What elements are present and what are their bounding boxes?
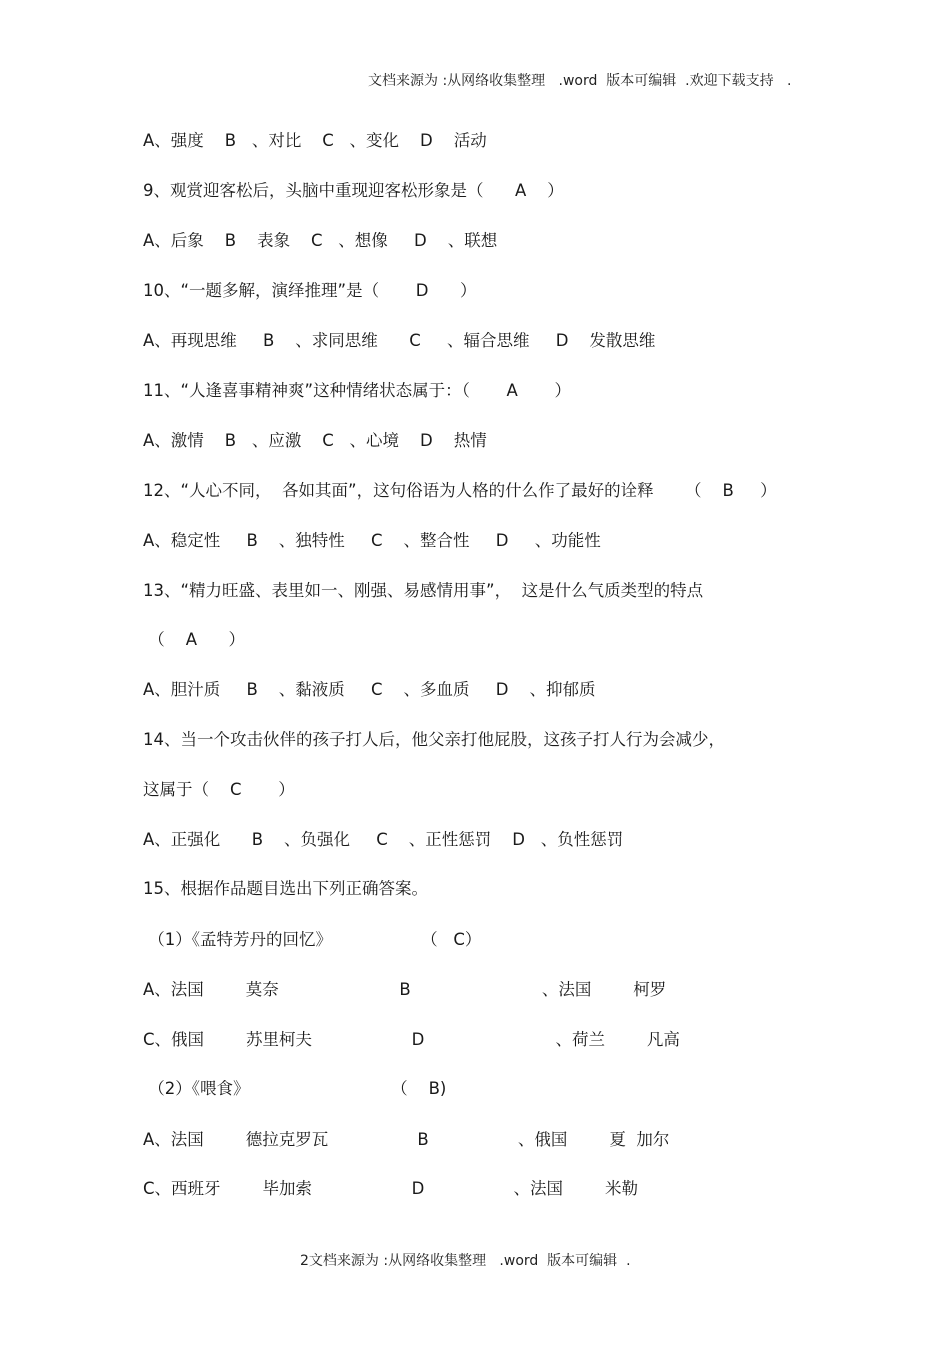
q13-question: 13、“精力旺盛、表里如一、刚强、易感情用事”， 这是什么气质类型的特点 <box>143 581 704 600</box>
q12-question: 12、“人心不同， 各如其面”，这句俗语为人格的什么作了最好的诠释 （ B ） <box>143 481 777 500</box>
q15-sub1-options-a: A、法国 莫奈 B 、法国 柯罗 <box>143 980 667 999</box>
q10-options: A、再现思维 B 、求同思维 C 、辐合思维 D 发散思维 <box>143 331 656 350</box>
q13-options: A、胆汁质 B 、黏液质 C 、多血质 D 、抑郁质 <box>143 680 596 699</box>
q15-sub2-options-a: A、法国 德拉克罗瓦 B 、俄国 夏 加尔 <box>143 1130 670 1149</box>
q14-question: 14、当一个攻击伙伴的孩子打人后，他父亲打他屁股，这孩子打人行为会减少， <box>143 730 725 749</box>
page-header: 文档来源为 :从网络收集整理 .word 版本可编辑 .欢迎下载支持 . <box>368 73 792 89</box>
q11-question: 11、“人逢喜事精神爽”这种情绪状态属于：（ A ） <box>143 381 572 400</box>
q10-question: 10、“一题多解，演绎推理”是（ D ） <box>143 281 477 300</box>
q15-sub2: （2）《喂食》 （ B) <box>143 1079 447 1098</box>
q11-options: A、激情 B 、应激 C 、心境 D 热情 <box>143 431 487 450</box>
q14-question-cont: 这属于（ C ） <box>143 780 295 799</box>
q15-sub1: （1）《孟特芳丹的回忆》 （ C） <box>143 930 482 949</box>
q12-options: A、稳定性 B 、独特性 C 、整合性 D 、功能性 <box>143 531 601 550</box>
q14-options: A、正强化 B 、负强化 C 、正性惩罚 D 、负性惩罚 <box>143 830 624 849</box>
q8-options: A、强度 B 、对比 C 、变化 D 活动 <box>143 131 487 150</box>
q15-sub2-options-c: C、西班牙 毕加索 D 、法国 米勒 <box>143 1179 638 1198</box>
q9-question: 9、观赏迎客松后，头脑中重现迎客松形象是（ A ） <box>143 181 564 200</box>
q15-sub1-options-c: C、俄国 苏里柯夫 D 、荷兰 凡高 <box>143 1030 680 1049</box>
q15-question: 15、根据作品题目选出下列正确答案。 <box>143 879 428 898</box>
q9-options: A、后象 B 表象 C 、想像 D 、联想 <box>143 231 498 250</box>
page-footer: 2文档来源为 :从网络收集整理 .word 版本可编辑 . <box>300 1253 631 1269</box>
q13-answer: （ A ） <box>143 630 245 649</box>
